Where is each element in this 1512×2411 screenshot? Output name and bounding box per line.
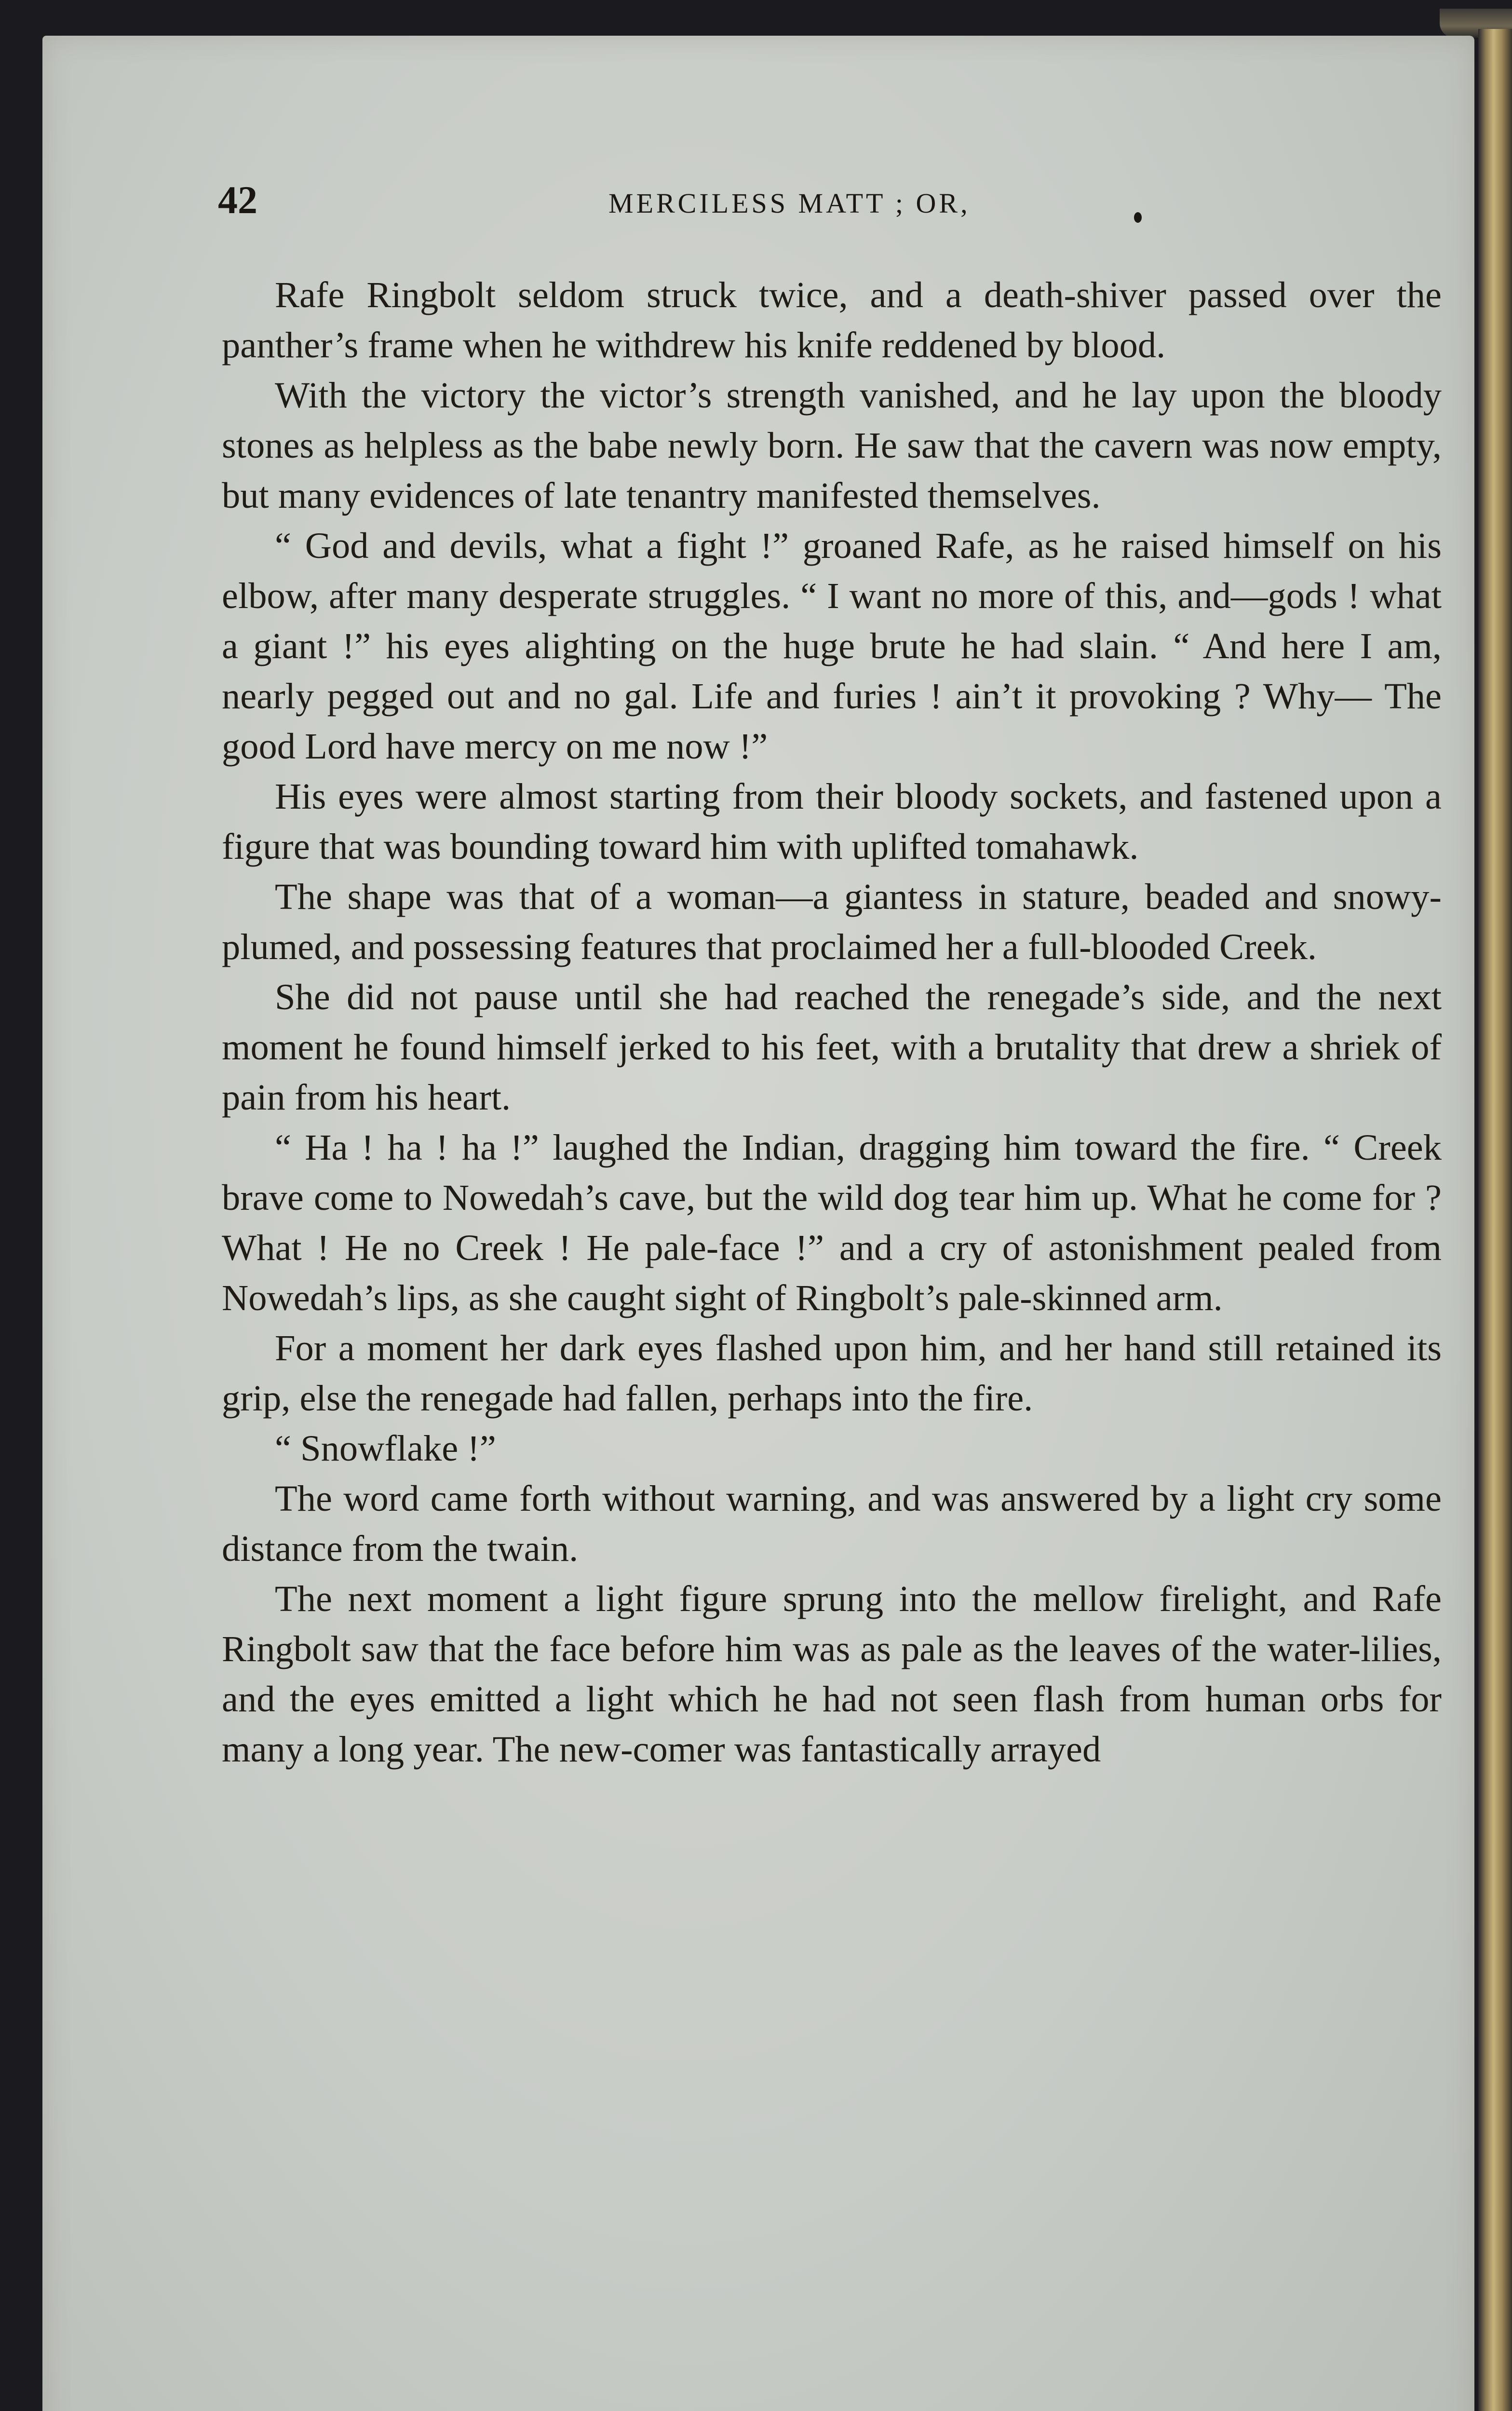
paragraph: “ Ha ! ha ! ha !” laughed the Indian, dragging him toward the fire. “ Creek brave come to Nowedah’s cave, but the wild dog tear him up. What he come for ? What ! He no Creek ! He pale-face !” and a cry of astonishment pealed from Nowedah’s lips, as she caught sight of Ringbolt’s pale-skinned arm.: [222, 1127, 1442, 1318]
page-header: [184, 174, 1467, 227]
paragraph: His eyes were almost starting from their bloody sockets, and fastened upon a figure that was bounding toward him with uplifted tomahawk.: [222, 776, 1442, 867]
body-text: [222, 270, 1442, 1774]
ink-speck: [1134, 212, 1142, 223]
paragraph: She did not pause until she had reached the renegade’s side, and the next moment he found himself jerked to his feet, with a brutality that drew a shriek of pain from his heart.: [222, 976, 1442, 1118]
book-spine-edge: [1478, 29, 1512, 2411]
paragraph: The shape was that of a woman—a giantess in stature, beaded and snowy-plumed, and possessing features that proclaimed her a full-blooded Creek.: [222, 876, 1442, 967]
paragraph: “ God and devils, what a fight !” groaned Rafe, as he raised himself on his elbow, after many desperate struggles. “ I want no more of this, and—gods ! what a giant !” his eyes alighting on the huge brute he had slain. “ And here I am, nearly pegged out and no gal. Life and furies ! ain’t it provoking ? Why— The good Lord have mercy on me now !”: [222, 525, 1442, 767]
paragraph: Rafe Ringbolt seldom struck twice, and a death-shiver passed over the panther’s frame when he withdrew his knife reddened by blood.: [222, 274, 1442, 366]
running-title: MERCILESS MATT ; OR,: [608, 188, 971, 219]
paragraph: The next moment a light figure sprung into the mellow firelight, and Rafe Ringbolt saw that the face before him was as pale as the leaves of the water-lilies, and the eyes emitted a light which he had not seen flash from human orbs for many a long year. The new-comer was fantastically arrayed: [222, 1578, 1442, 1770]
paragraph: “ Snowflake !”: [275, 1428, 496, 1469]
paragraph: The word came forth without warning, and was answered by a light cry some distance from the twain.: [222, 1478, 1442, 1569]
paragraph: For a moment her dark eyes flashed upon him, and her hand still retained its grip, else the renegade had fallen, perhaps into the fire.: [222, 1327, 1442, 1419]
paragraph: With the victory the victor’s strength vanished, and he lay upon the bloody stones as helpless as the babe newly born. He saw that the cavern was now empty, but many evidences of late tenantry manifested themselves.: [222, 375, 1442, 516]
page-number: 42: [218, 178, 257, 222]
